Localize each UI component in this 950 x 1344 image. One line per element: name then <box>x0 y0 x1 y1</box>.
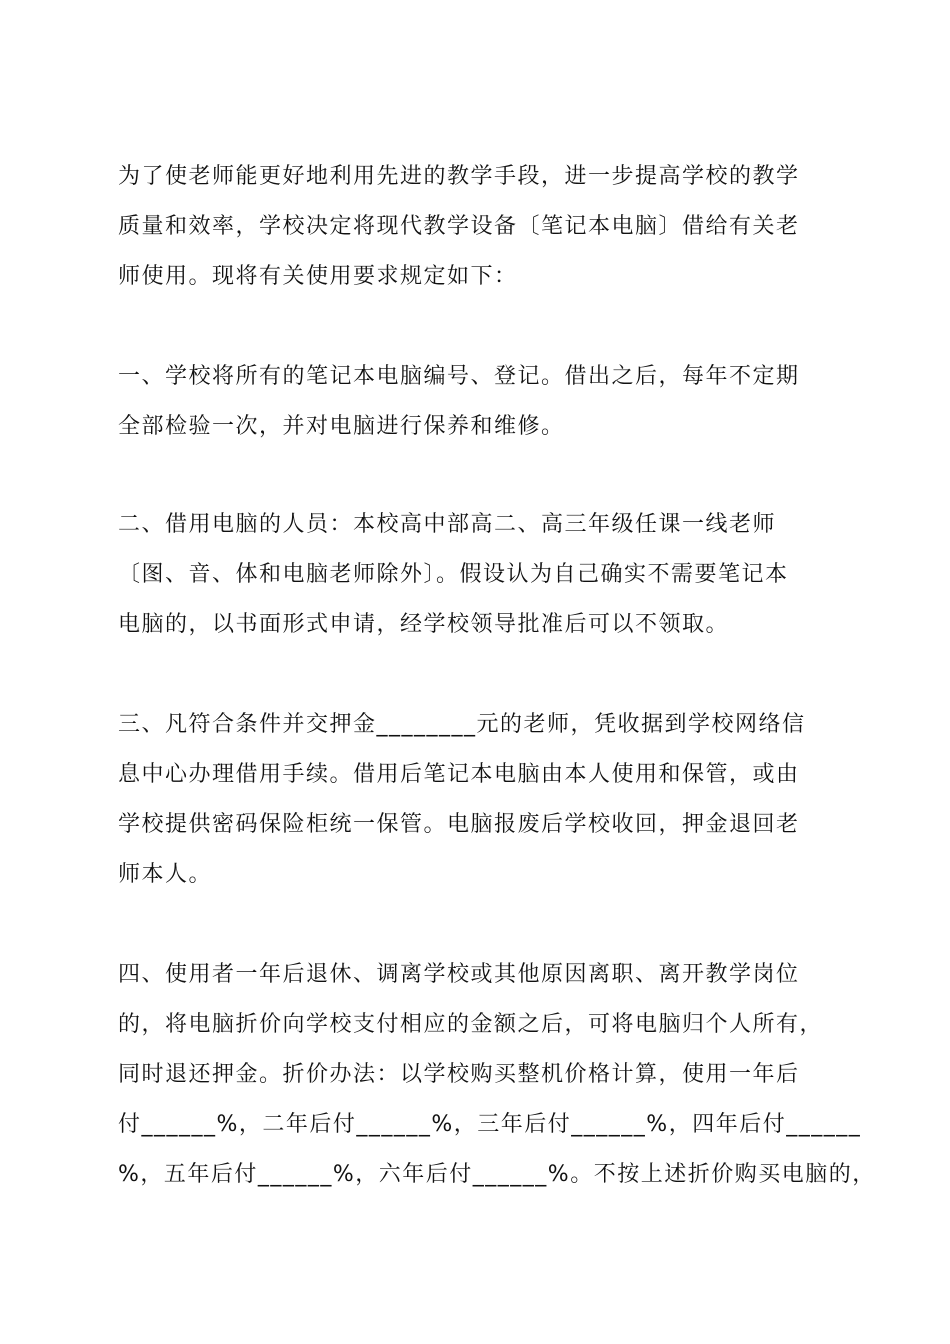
paragraph-line: 付______%，二年后付______%，三年后付______%，四年后付______ <box>118 1112 862 1137</box>
paragraph-line: %，五年后付______%，六年后付______%。不按上述折价购买电脑的， <box>118 1162 876 1187</box>
rule-4-paragraph <box>118 950 876 1200</box>
paragraph-line: 学校提供密码保险柜统一保管。电脑报废后学校收回，押金退回老 <box>118 812 800 837</box>
paragraph-line: 息中心办理借用手续。借用后笔记本电脑由本人使用和保管，或由 <box>118 762 800 787</box>
paragraph-line: 三、凡符合条件并交押金________元的老师，凭收据到学校网络信 <box>118 712 806 737</box>
paragraph-line: 师使用。现将有关使用要求规定如下： <box>118 264 518 289</box>
paragraph-line: 电脑的，以书面形式申请，经学校领导批准后可以不领取。 <box>118 612 730 637</box>
paragraph-line: 质量和效率，学校决定将现代教学设备〔笔记本电脑〕借给有关老 <box>118 214 800 239</box>
paragraph-line: 全部检验一次，并对电脑进行保养和维修。 <box>118 414 565 439</box>
paragraph-line: 师本人。 <box>118 862 213 887</box>
paragraph-line: 为了使老师能更好地利用先进的教学手段，进一步提高学校的教学 <box>118 164 800 189</box>
paragraph-line: 二、借用电脑的人员：本校高中部高二、高三年级任课一线老师 <box>118 512 777 537</box>
rule-2-paragraph <box>118 500 838 650</box>
rule-1-paragraph <box>118 352 838 452</box>
paragraph-line: 同时退还押金。折价办法：以学校购买整机价格计算，使用一年后 <box>118 1062 800 1087</box>
rule-3-paragraph <box>118 700 838 900</box>
paragraph-line: 的，将电脑折价向学校支付相应的金额之后，可将电脑归个人所有， <box>118 1012 824 1037</box>
intro-paragraph <box>118 152 838 302</box>
paragraph-line: 一、学校将所有的笔记本电脑编号、登记。借出之后，每年不定期 <box>118 364 800 389</box>
paragraph-line: 四、使用者一年后退休、调离学校或其他原因离职、离开教学岗位 <box>118 962 800 987</box>
paragraph-line: 〔图、音、体和电脑老师除外〕。假设认为自己确实不需要笔记本 <box>118 562 789 587</box>
